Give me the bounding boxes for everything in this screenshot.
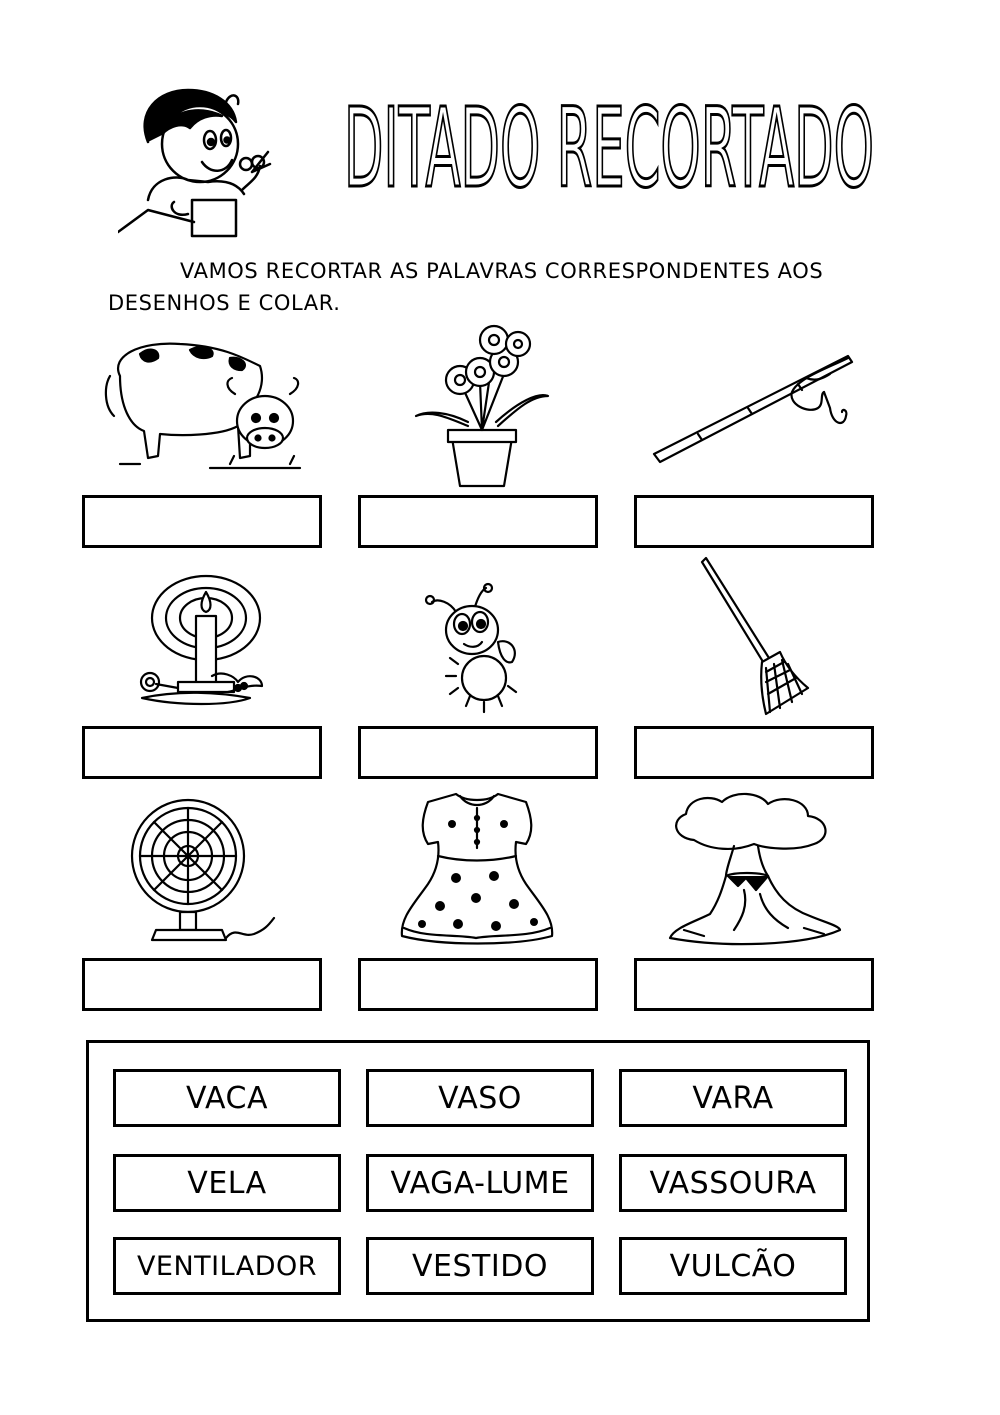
word-card-vestido[interactable]: VESTIDO [366, 1237, 594, 1295]
boy-cutting-paper-icon [118, 82, 288, 242]
instruction-line-1: VAMOS RECORTAR AS PALAVRAS CORRESPONDENTES AOS [180, 259, 824, 283]
word-card-vela[interactable]: VELA [113, 1154, 341, 1212]
page-title [340, 88, 880, 198]
firefly-icon [416, 582, 532, 716]
dress-icon [396, 788, 558, 948]
answer-box[interactable] [358, 726, 598, 779]
answer-box[interactable] [82, 958, 322, 1011]
fan-icon [126, 798, 276, 946]
answer-box[interactable] [82, 495, 322, 548]
word-card-vassoura[interactable]: VASSOURA [619, 1154, 847, 1212]
word-card-vaga-lume[interactable]: VAGA-LUME [366, 1154, 594, 1212]
word-card-vara[interactable]: VARA [619, 1069, 847, 1127]
flower-pot-icon [408, 322, 558, 490]
answer-box[interactable] [634, 495, 874, 548]
answer-box[interactable] [634, 726, 874, 779]
answer-box[interactable] [634, 958, 874, 1011]
instruction-line-2: DESENHOS E COLAR. [108, 291, 341, 315]
cow-icon [100, 336, 315, 476]
instructions [108, 255, 908, 319]
word-bank [86, 1040, 870, 1322]
candle-icon [138, 572, 268, 708]
word-card-ventilador[interactable]: VENTILADOR [113, 1237, 341, 1295]
word-card-vulcao[interactable]: VULCÃO [619, 1237, 847, 1295]
answer-box[interactable] [358, 958, 598, 1011]
word-card-vaso[interactable]: VASO [366, 1069, 594, 1127]
answer-box[interactable] [358, 495, 598, 548]
word-card-vaca[interactable]: VACA [113, 1069, 341, 1127]
fishing-rod-icon [648, 348, 863, 468]
answer-box[interactable] [82, 726, 322, 779]
svg-text:DITADO RECORTADO: DITADO RECORTADO [344, 88, 874, 198]
volcano-icon [664, 790, 842, 948]
broom-icon [696, 556, 812, 718]
